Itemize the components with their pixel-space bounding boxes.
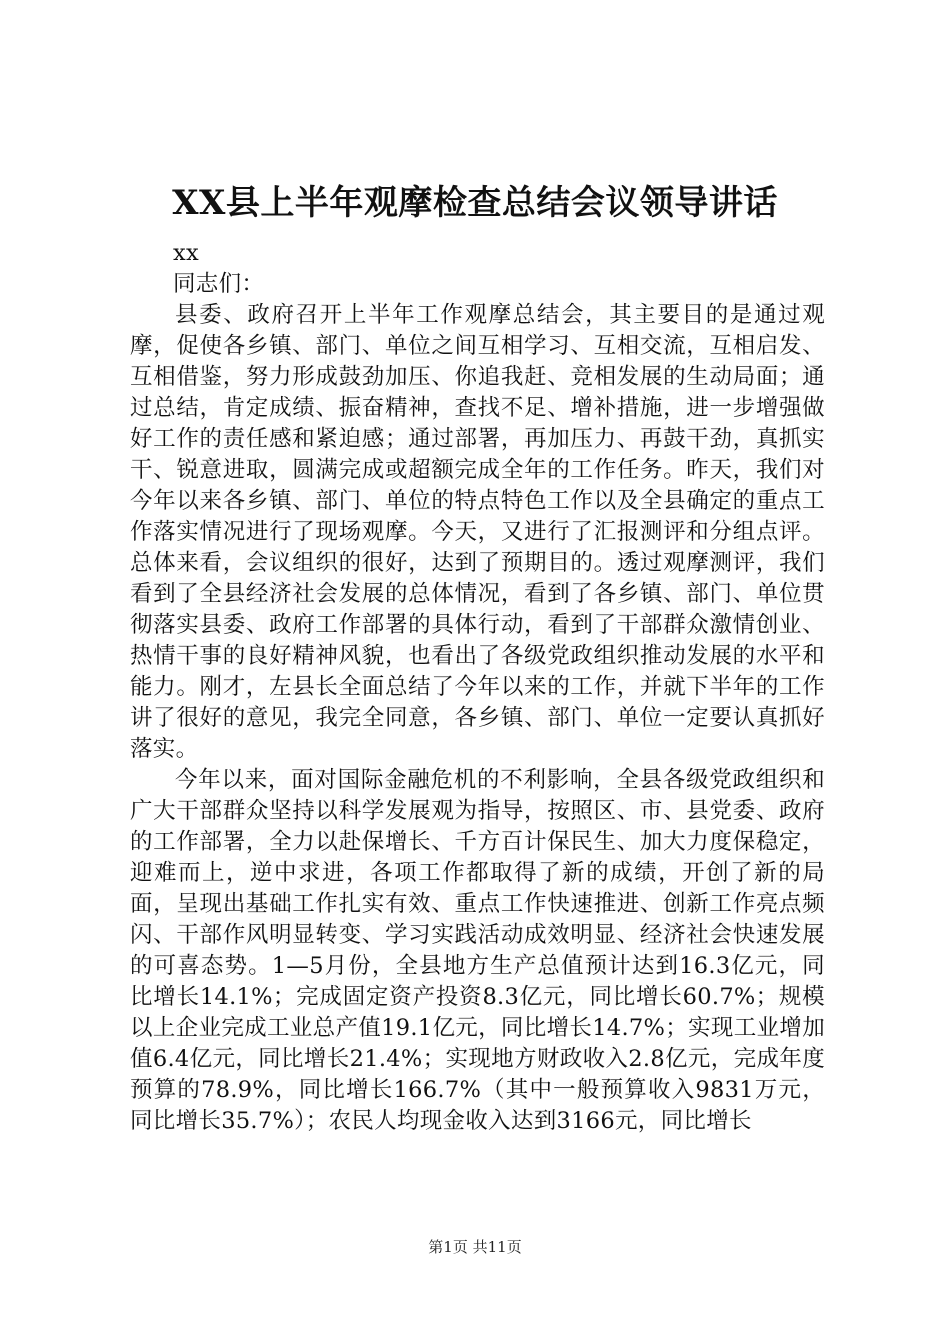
author-line: xx <box>173 240 199 266</box>
salutation: 同志们： <box>173 271 265 297</box>
page-number-footer: 第1页 共11页 <box>428 1238 522 1256</box>
paragraph: 县委、政府召开上半年工作观摩总结会，其主要目的是通过观摩，促使各乡镇、部门、单位之间互相学习、互相交流，互相启发、互相借鉴，努力形成鼓劲加压、你追我赶、竞相发展的生动局面；通过总结，肯定成绩、振奋精神，查找不足、增补措施，进一步增强做好工作的责任感和紧迫感；通过部署，再加压力、再鼓干劲，真抓实干、锐意进取，圆满完成或超额完成全年的工作任务。昨天，我们对今年以来各乡镇、部门、单位的特点特色工作以及全县确定的重点工作落实情况进行了现场观摩。今天，又进行了汇报测评和分组点评。总体来看，会议组织的很好，达到了预期目的。透过观摩测评，我们看到了全县经济社会发展的总体情况，看到了各乡镇、部门、单位贯彻落实县委、政府工作部署的具体行动，看到了干部群众激情创业、热情干事的良好精神风貌，也看出了各级党政组织推动发展的水平和能力。刚才，左县长全面总结了今年以来的工作，并就下半年的工作讲了很好的意见，我完全同意，各乡镇、部门、单位一定要认真抓好落实。 <box>130 302 825 762</box>
document-title: XX县上半年观摩检查总结会议领导讲话 <box>172 183 778 223</box>
document-body <box>130 238 825 1137</box>
paragraph: 今年以来，面对国际金融危机的不利影响，全县各级党政组织和广大干部群众坚持以科学发展观为指导，按照区、市、县党委、政府的工作部署，全力以赴保增长、千方百计保民生、加大力度保稳定，迎难而上，逆中求进，各项工作都取得了新的成绩，开创了新的局面，呈现出基础工作扎实有效、重点工作快速推进、创新工作亮点频闪、干部作风明显转变、学习实践活动成效明显、经济社会快速发展的可喜态势。1—5月份，全县地方生产总值预计达到16.3亿元，同比增长14.1%；完成固定资产投资8.3亿元，同比增长60.7%；规模以上企业完成工业总产值19.1亿元，同比增长14.7%；实现工业增加值6.4亿元，同比增长21.4%；实现地方财政收入2.8亿元，完成年度预算的78.9%，同比增长166.7%（其中一般预算收入9831万元，同比增长35.7%）；农民人均现金收入达到3166元，同比增长 <box>130 767 825 1134</box>
